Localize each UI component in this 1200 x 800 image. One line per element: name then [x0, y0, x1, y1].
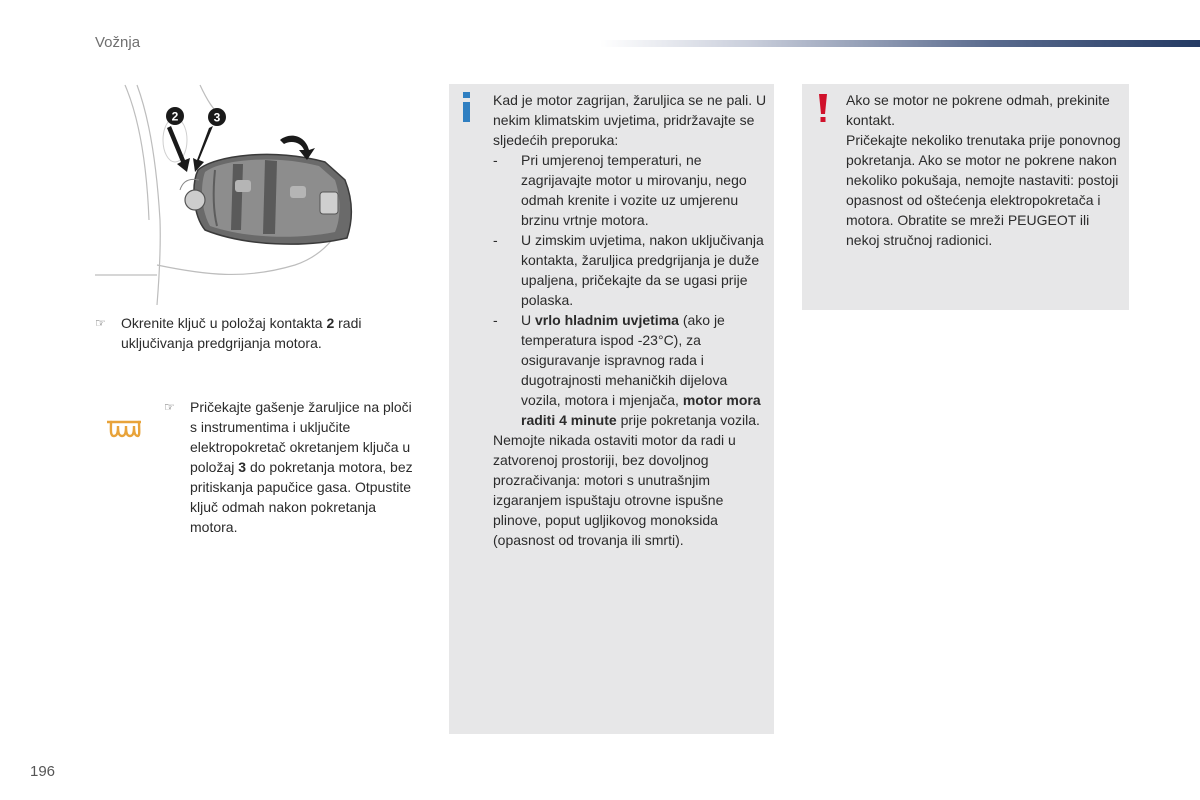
info-box [449, 84, 774, 734]
info-text [493, 90, 768, 550]
info-list-item: - Pri umjerenoj temperaturi, ne zagrijavajte motor u mirovanju, nego odmah krenite i vozite uz umjerenu brzinu vrtnje motora. [493, 152, 747, 228]
position-3-label: 3 [213, 110, 221, 125]
section-title: Vožnja [95, 34, 141, 51]
warning-icon [816, 92, 830, 124]
bullet-mark: ☞ [164, 400, 175, 414]
instruction-text: Okrenite ključ u položaj kontakta 2 radi uključivanja predgrijanja motora. [121, 315, 362, 351]
page-number: 196 [30, 763, 56, 780]
warning-line-2: Pričekajte nekoliko trenutaka prije ponovnog pokretanja. Ako se motor ne pokrene nakon nekoliko pokušaja, nemojte nastaviti: postoji opasnost od oštećenja elektropokretača i motora. Obratite se mreži PEUGEOT ili nekoj stručnoj radionici. [846, 132, 1121, 248]
warning-text [846, 90, 1123, 250]
header-bar [600, 40, 1200, 47]
info-icon [457, 90, 477, 124]
info-list-item: - U vrlo hladnim uvjetima (ako je temperatura ispod -23°C), za osiguravanje ispravnog rada i dugotrajnosti mehaničkih dijelova vozila, motora i mjenjača, motor mora raditi 4 minute prije pokretanja vozila. [493, 312, 761, 428]
instruction-text: Pričekajte gašenje žaruljice na ploči s instrumentima i uključite elektropokretač okretanjem ključa u položaj 3 do pokretanja motora, bez pritiskanja papučice gasa. Otpustite ključ odmah nakon pokretanja motora. [190, 399, 413, 535]
glow-plug-icon [105, 416, 143, 442]
info-list-item: - U zimskim uvjetima, nakon uključivanja kontakta, žaruljica predgrijanja je duže upaljena, pričekajte da se ugasi prije polaska. [493, 232, 764, 308]
info-closing: Nemojte nikada ostaviti motor da radi u zatvorenoj prostoriji, bez dovoljnog prozračivanja: motori s unutrašnjim izgaranjem ispuštaju otrovne ispušne plinove, poput ugljikovog monoksida (opasnost od trovanja ili smrti). [493, 432, 736, 548]
instruction-ignition-position-3 [164, 397, 419, 537]
key-ignition-illustration [95, 80, 425, 305]
bullet-mark: ☞ [95, 316, 106, 330]
info-intro: Kad je motor zagrijan, žaruljica se ne pali. U nekim klimatskim uvjetima, pridržavajte se sljedećih preporuka: [493, 92, 767, 148]
warning-line-1: Ako se motor ne pokrene odmah, prekinite kontakt. [846, 92, 1110, 128]
position-2-label: 2 [171, 109, 179, 124]
warning-box [802, 84, 1129, 310]
instruction-ignition-position-2 [95, 313, 415, 353]
